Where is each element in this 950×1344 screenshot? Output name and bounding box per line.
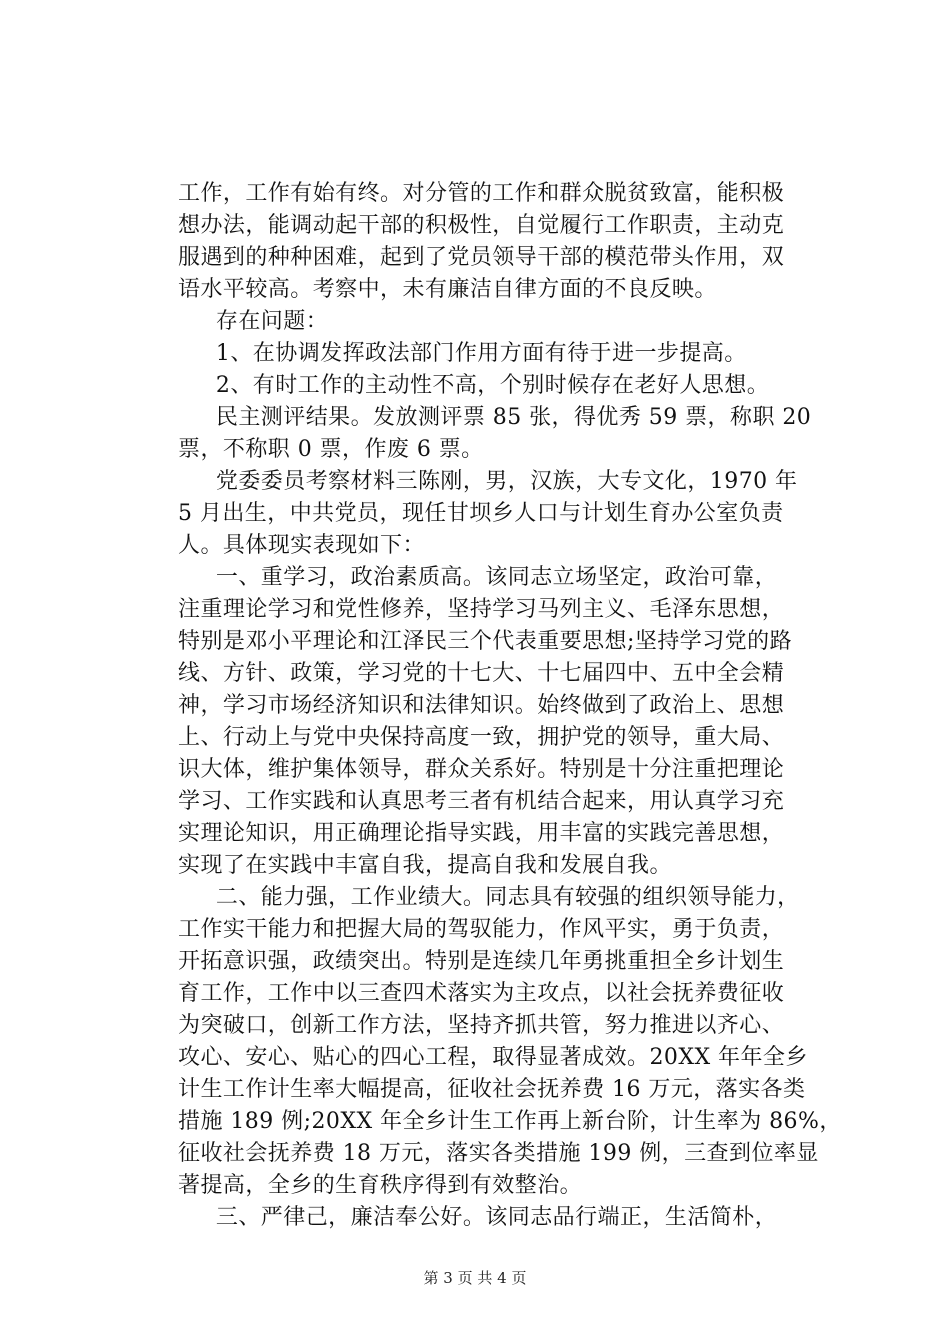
text-line: 人。具体现实表现如下： [178, 533, 425, 558]
text-line: 语水平较高。考察中，未有廉洁自律方面的不良反映。 [178, 277, 717, 302]
text-line: 上、行动上与党中央保持高度一致，拥护党的领导，重大局、 [178, 725, 785, 750]
text-line: 实理论知识，用正确理论指导实践，用丰富的实践完善思想， [178, 821, 785, 846]
text-line: 计生工作计生率大幅提高，征收社会抚养费 16 万元，落实各类 [178, 1077, 806, 1102]
text-line: 三、严律己，廉洁奉公好。该同志品行端正，生活简朴， [171, 1205, 778, 1230]
text-line: 工作，工作有始有终。对分管的工作和群众脱贫致富，能积极 [178, 181, 785, 206]
text-line: 2、有时工作的主动性不高，个别时候存在老好人思想。 [171, 373, 770, 398]
page-number-footer: 第 3 页 共 4 页 [423, 1269, 527, 1287]
text-line: 1、在协调发挥政法部门作用方面有待于进一步提高。 [171, 341, 747, 366]
text-line: 识大体，维护集体领导，群众关系好。特别是十分注重把理论 [178, 757, 785, 782]
text-line: 民主测评结果。发放测评票 85 张，得优秀 59 票，称职 20 [171, 405, 812, 430]
text-line: 党委委员考察材料三陈刚，男，汉族，大专文化，1970 年 [171, 469, 798, 494]
text-line: 5 月出生，中共党员，现任甘坝乡人口与计划生育办公室负责 [178, 501, 784, 526]
text-line: 征收社会抚养费 18 万元，落实各类措施 199 例，三查到位率显 [178, 1141, 819, 1166]
text-line: 存在问题： [171, 309, 329, 334]
document-body [171, 178, 842, 1234]
text-line: 神，学习市场经济知识和法律知识。始终做到了政治上、思想 [178, 693, 785, 718]
text-line: 特别是邓小平理论和江泽民三个代表重要思想;坚持学习党的路 [178, 629, 793, 654]
text-line: 著提高，全乡的生育秩序得到有效整治。 [178, 1173, 583, 1198]
text-line: 工作实干能力和把握大局的驾驭能力，作风平实，勇于负责， [178, 917, 785, 942]
text-line: 实现了在实践中丰富自我，提高自我和发展自我。 [178, 853, 672, 878]
text-line: 想办法，能调动起干部的积极性，自觉履行工作职责，主动克 [178, 213, 785, 238]
text-line: 措施 189 例;20XX 年全乡计生工作再上新台阶，计生率为 86%， [178, 1109, 842, 1134]
text-line: 线、方针、政策，学习党的十七大、十七届四中、五中全会精 [178, 661, 785, 686]
text-line: 为突破口，创新工作方法，坚持齐抓共管，努力推进以齐心、 [178, 1013, 785, 1038]
text-line: 攻心、安心、贴心的四心工程，取得显著成效。20XX 年年全乡 [178, 1045, 808, 1070]
text-line: 学习、工作实践和认真思考三者有机结合起来，用认真学习充 [178, 789, 785, 814]
text-line: 票，不称职 0 票，作废 6 票。 [178, 437, 484, 462]
text-line: 一、重学习，政治素质高。该同志立场坚定，政治可靠， [171, 565, 778, 590]
text-line: 育工作，工作中以三查四术落实为主攻点，以社会抚养费征收 [178, 981, 785, 1006]
text-line: 二、能力强，工作业绩大。同志具有较强的组织领导能力， [171, 885, 800, 910]
text-line: 服遇到的种种困难，起到了党员领导干部的模范带头作用，双 [178, 245, 785, 270]
text-line: 注重理论学习和党性修养，坚持学习马列主义、毛泽东思想， [178, 597, 785, 622]
text-line: 开拓意识强，政绩突出。特别是连续几年勇挑重担全乡计划生 [178, 949, 785, 974]
